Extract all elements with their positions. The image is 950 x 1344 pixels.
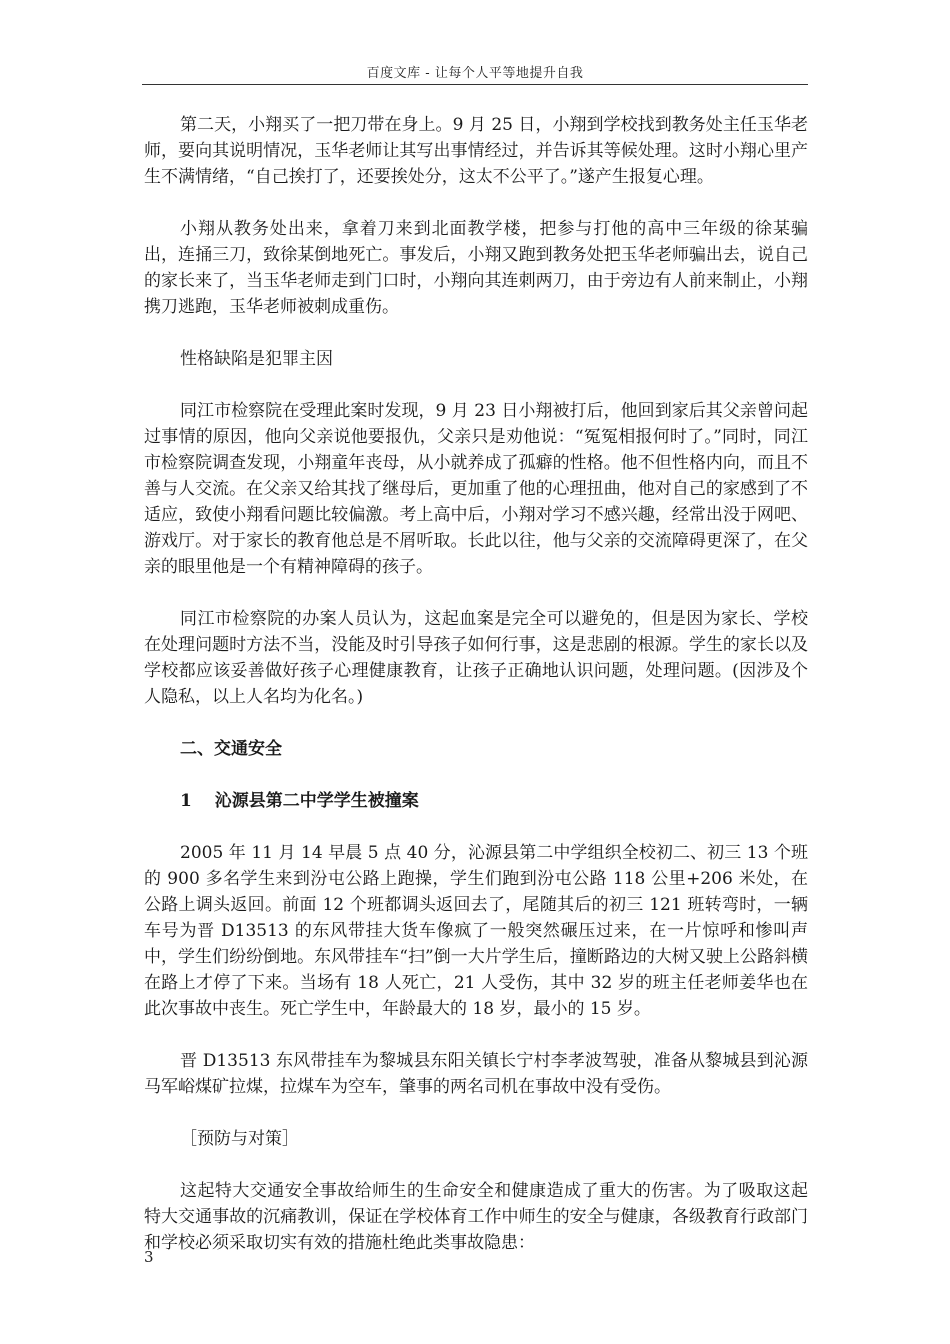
page-header: 百度文库 - 让每个人平等地提升自我: [366, 66, 584, 81]
case-heading-qinyuan: 1 沁源县第二中学学生被撞案: [180, 791, 419, 811]
header-divider: [142, 84, 808, 85]
paragraph-gap: [144, 814, 808, 840]
section-heading-traffic-safety: 二、交通安全: [180, 739, 282, 759]
paragraph-gap: [144, 580, 808, 606]
paragraph-gap: [144, 372, 808, 398]
page-number: 3: [144, 1248, 154, 1266]
subheading-personality-defect: 性格缺陷是犯罪主因: [180, 349, 333, 369]
paragraph-stabbing-incident: 小翔从教务处出来，拿着刀来到北面教学楼，把参与打他的高中三年级的徐某骗出，连捅三刀，致徐某倒地死亡。事发后，小翔又跑到教务处把玉华老师骗出去，说自己的家长来了，当玉华老师走到门口时，小翔向其连刺两刀，由于旁边有人前来制止，小翔携刀逃跑，玉华老师被刺成重伤。: [144, 219, 808, 317]
paragraph-gap: [144, 1152, 808, 1178]
paragraph-gap: [144, 320, 808, 346]
document-body: [144, 112, 808, 1256]
subheading-prevention: ［预防与对策］: [180, 1129, 299, 1149]
paragraph-prevention-measures: 这起特大交通安全事故给师生的生命安全和健康造成了重大的伤害。为了吸取这起特大交通事故的沉痛教训，保证在学校体育工作中师生的安全与健康，各级教育行政部门和学校必须采取切实有效的措施杜绝此类事故隐患：: [144, 1181, 808, 1253]
paragraph-gap: [144, 1022, 808, 1048]
paragraph-gap: [144, 190, 808, 216]
paragraph-case-conclusion: 同江市检察院的办案人员认为，这起血案是完全可以避免的，但是因为家长、学校在处理问题时方法不当，没能及时引导孩子如何行事，这是悲剧的根源。学生的家长以及学校都应该妥善做好孩子心理健康教育，让孩子正确地认识问题，处理问题。(因涉及个人隐私，以上人名均为化名。): [144, 609, 808, 707]
paragraph-gap: [144, 1100, 808, 1126]
paragraph-revenge-motive: 第二天，小翔买了一把刀带在身上。9 月 25 日，小翔到学校找到教务处主任玉华老师，要向其说明情况，玉华老师让其写出事情经过，并告诉其等候处理。这时小翔心里产生不满情绪，“自己挨打了，还要挨处分，这太不公平了。”遂产生报复心理。: [144, 115, 808, 187]
paragraph-gap: [144, 762, 808, 788]
paragraph-driver-info: 晋 D13513 东风带挂车为黎城县东阳关镇长宁村李孝波驾驶，准备从黎城县到沁源马军峪煤矿拉煤，拉煤车为空车，肇事的两名司机在事故中没有受伤。: [144, 1051, 808, 1097]
paragraph-gap: [144, 710, 808, 736]
paragraph-accident-details: 2005 年 11 月 14 早晨 5 点 40 分，沁源县第二中学组织全校初二、初三 13 个班的 900 多名学生来到汾屯公路上跑操，学生们跑到汾屯公路 118 公里+206 米处，在公路上调头返回。前面 12 个班都调头返回去了，尾随其后的初三 121 班转弯时，一辆车号为晋 D13513 的东风带挂大货车像疯了一般突然碾压过来，在一片惊呼和惨叫声中，学生们纷纷倒地。东风带挂车“扫”倒一大片学生后，撞断路边的大树又驶上公路斜横在路上才停了下来。当场有 18 人死亡，21 人受伤，其中 32 岁的班主任老师姜华也在此次事故中丧生。死亡学生中，年龄最大的 18 岁，最小的 15 岁。: [144, 843, 808, 1019]
paragraph-procuratorate-findings: 同江市检察院在受理此案时发现，9 月 23 日小翔被打后，他回到家后其父亲曾问起过事情的原因，他向父亲说他要报仇，父亲只是劝他说：“冤冤相报何时了。”同时，同江市检察院调查发现，小翔童年丧母，从小就养成了孤癖的性格。他不但性格内向，而且不善与人交流。在父亲又给其找了继母后，更加重了他的心理扭曲，他对自己的家感到了不适应，致使小翔看问题比较偏激。考上高中后，小翔对学习不感兴趣，经常出没于网吧、游戏厅。对于家长的教育他总是不屑听取。长此以往，他与父亲的交流障碍更深了，在父亲的眼里他是一个有精神障碍的孩子。: [144, 401, 808, 577]
